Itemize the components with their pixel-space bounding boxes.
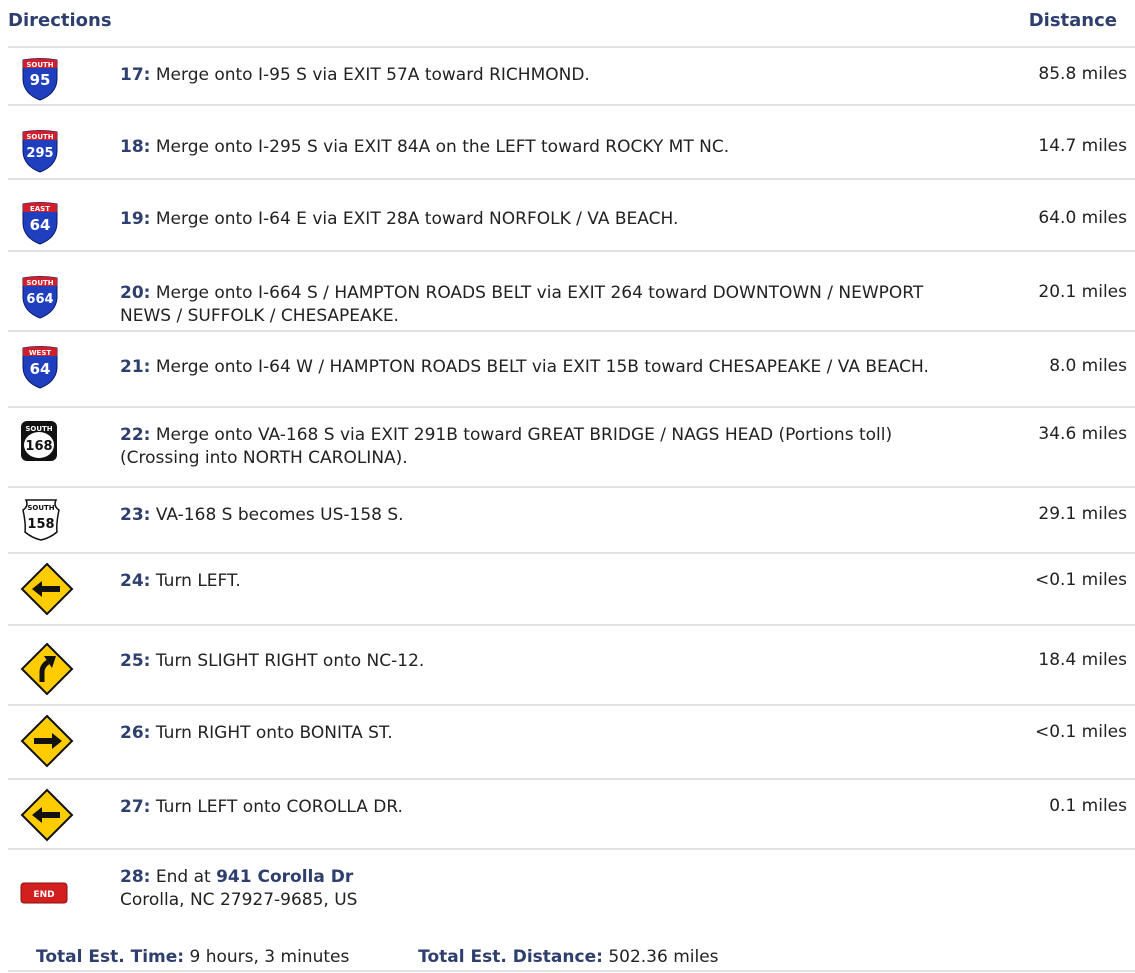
step-instruction [120,722,940,745]
step-text: Merge onto I-95 S via EXIT 57A toward RICHMOND. [155,65,590,85]
step-number: 26: [120,723,151,743]
svg-text:SOUTH: SOUTH [26,133,54,141]
svg-text:WEST: WEST [28,349,52,357]
interstate-295-south-shield-icon [20,130,88,190]
step-instruction [120,570,940,593]
step-text: Merge onto I-64 E via EXIT 28A toward NORFOLK / VA BEACH. [155,209,679,229]
step-distance: <0.1 miles [1034,722,1127,742]
svg-text:664: 664 [26,292,54,307]
step-number: 23: [120,505,151,525]
step-number: 19: [120,209,151,229]
turn-left-sign-icon [20,788,88,848]
svg-text:SOUTH: SOUTH [26,61,54,69]
direction-step-20 [8,266,1135,332]
interstate-64-east-shield-icon [20,202,88,262]
svg-text:64: 64 [29,360,51,378]
svg-text:SOUTH: SOUTH [27,504,55,512]
step-instruction [120,650,940,673]
slight-right-sign-icon [20,642,88,702]
row-divider [8,250,1135,252]
step-instruction [120,356,940,379]
direction-step-24 [8,554,1135,626]
step-distance: 34.6 miles [1038,424,1127,444]
interstate-64-west-shield-icon [20,346,88,406]
turn-left-sign-icon [20,562,88,622]
end-prefix: End at [155,867,211,887]
step-text: Merge onto I-664 S / HAMPTON ROADS BELT via EXIT 264 toward DOWNTOWN / NEWPORT NEWS / SUFFOLK / CHESAPEAKE. [120,283,924,326]
step-number: 25: [120,651,151,671]
svg-text:SOUTH: SOUTH [26,279,54,287]
row-divider [8,848,1135,850]
direction-step-21 [8,340,1135,408]
step-number: 22: [120,425,151,445]
direction-step-17 [8,48,1135,106]
total-time-label: Total Est. Time: [36,947,185,967]
step-text: Turn RIGHT onto BONITA ST. [155,723,393,743]
step-text: Turn LEFT onto COROLLA DR. [155,797,403,817]
step-text: Turn LEFT. [155,571,241,591]
row-divider [8,178,1135,180]
us-route-158-south-shield-icon [20,498,88,558]
svg-text:168: 168 [25,439,53,454]
step-text: Turn SLIGHT RIGHT onto NC-12. [155,651,425,671]
step-number: 24: [120,571,151,591]
direction-step-25 [8,634,1135,706]
step-distance: 18.4 miles [1038,650,1127,670]
svg-text:64: 64 [29,216,51,234]
interstate-664-south-shield-icon [20,276,88,336]
step-text: Merge onto VA-168 S via EXIT 291B toward GREAT BRIDGE / NAGS HEAD (Portions toll) (Crossing into NORTH CAROLINA). [120,425,893,468]
end-badge-icon [20,882,88,906]
svg-text:EAST: EAST [29,205,51,213]
step-distance: 85.8 miles [1038,64,1127,84]
step-number: 17: [120,65,151,85]
step-instruction [120,796,940,819]
row-divider [8,104,1135,106]
step-text: Merge onto I-295 S via EXIT 84A on the LEFT toward ROCKY MT NC. [155,137,730,157]
svg-text:95: 95 [29,71,51,89]
step-number: 18: [120,137,151,157]
destination-city: Corolla, NC 27927-9685, US [120,890,358,910]
svg-text:SOUTH: SOUTH [25,425,53,433]
svg-text:158: 158 [27,517,55,532]
interstate-95-south-shield-icon [20,58,88,118]
svg-text:END: END [33,890,55,900]
step-instruction [120,282,940,328]
step-distance: 20.1 miles [1038,282,1127,302]
step-distance: 64.0 miles [1038,208,1127,228]
directions-header [0,0,1135,40]
directions-heading: Directions [8,10,112,31]
direction-step-23 [8,488,1135,554]
step-instruction [120,208,940,231]
step-number: 20: [120,283,151,303]
end-instruction [120,866,940,912]
step-distance: 14.7 miles [1038,136,1127,156]
state-route-168-south-sign-icon [20,420,88,480]
svg-text:295: 295 [26,146,54,161]
step-instruction [120,424,940,470]
direction-step-18 [8,120,1135,180]
step-number: 27: [120,797,151,817]
step-number: 21: [120,357,151,377]
direction-step-26 [8,706,1135,780]
route-totals [36,947,719,967]
step-instruction [120,504,940,527]
distance-heading: Distance [1028,10,1117,31]
step-distance: <0.1 miles [1034,570,1127,590]
step-number: 28: [120,867,151,887]
direction-step-22 [8,408,1135,488]
row-divider [8,624,1135,626]
step-distance: 8.0 miles [1049,356,1127,376]
row-divider [8,330,1135,332]
total-time-value: 9 hours, 3 minutes [189,947,350,967]
step-instruction [120,136,940,159]
direction-step-27 [8,780,1135,850]
direction-step-19 [8,192,1135,252]
step-distance: 0.1 miles [1049,796,1127,816]
destination-address: 941 Corolla Dr [216,867,354,887]
step-distance: 29.1 miles [1038,504,1127,524]
step-text: Merge onto I-64 W / HAMPTON ROADS BELT via EXIT 15B toward CHESAPEAKE / VA BEACH. [155,357,929,377]
total-distance-label: Total Est. Distance: [418,947,603,967]
step-instruction [120,64,940,87]
direction-step-28-end [8,854,1135,934]
footer-divider [8,970,1135,972]
total-distance-value: 502.36 miles [608,947,719,967]
step-text: VA-168 S becomes US-158 S. [155,505,404,525]
turn-right-sign-icon [20,714,88,774]
